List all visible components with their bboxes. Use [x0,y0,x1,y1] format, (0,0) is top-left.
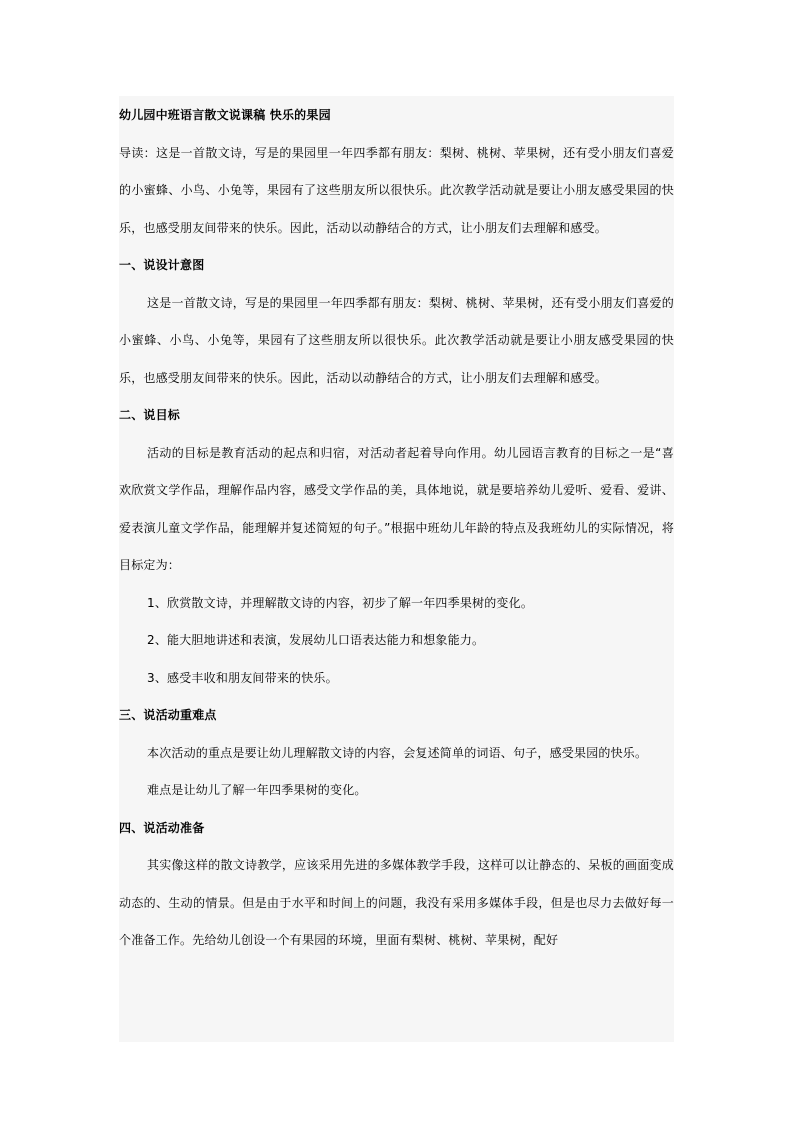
section-heading-preparation: 四、说活动准备 [119,820,205,835]
goals-paragraph: 活动的目标是教育活动的起点和归宿，对活动者起着导向作用。幼儿园语言教育的目标之一是“喜欢欣赏文学作品，理解作品内容，感受文学作品的美，具体地说，就是要培养幼儿爱听、爱看、爱讲、爱表演儿童文学作品，能理解并复述简短的句子。”根据中班幼儿年龄的特点及我班幼儿的实际情况，将目标定为： [119,445,674,572]
section-heading-design-intent: 一、说设计意图 [119,258,205,272]
preparation-paragraph: 其实像这样的散文诗教学，应该采用先进的多媒体教学手段，这样可以让静态的、呆板的画面变成动态的、生动的情景。但是由于水平和时间上的问题，我没有采用多媒体手段，但是也尽力去做好每一个准备工作。先给幼儿创设一个有果园的环境，里面有梨树、桃树、苹果树，配好 [119,858,674,947]
goal-item-3: 3、感受丰收和朋友间带来的快乐。 [147,670,338,685]
intro-paragraph: 导读：这是一首散文诗，写是的果园里一年四季都有朋友：梨树、桃树、苹果树，还有受小朋友们喜爱的小蜜蜂、小鸟、小兔等，果园有了这些朋友所以很快乐。此次教学活动就是要让小朋友感受果园的快乐，也感受朋友间带来的快乐。因此，活动以动静结合的方式，让小朋友们去理解和感受。 [119,145,674,235]
goal-item-1: 1、欣赏散文诗，并理解散文诗的内容，初步了解一年四季果树的变化。 [147,595,534,610]
design-intent-paragraph: 这是一首散文诗，写是的果园里一年四季都有朋友：梨树、桃树、苹果树，还有受小朋友们喜爱的小蜜蜂、小鸟、小兔等，果园有了这些朋友所以很快乐。此次教学活动就是要让小朋友感受果园的快乐，也感受朋友间带来的快乐。因此，活动以动静结合的方式，让小朋友们去理解和感受。 [119,295,674,385]
document-title: 幼儿园中班语言散文说课稿 快乐的果园 [119,108,331,122]
section-heading-key-points: 三、说活动重难点 [119,708,217,722]
goal-item-2: 2、能大胆地讲述和表演，发展幼儿口语表达能力和想象能力。 [147,633,485,647]
document-content [119,96,674,960]
section-heading-goals: 二、说目标 [119,408,181,422]
key-points-paragraph: 本次活动的重点是要让幼儿理解散文诗的内容，会复述简单的词语、句子，感受果园的快乐。 [147,745,648,760]
difficult-points-paragraph: 难点是让幼儿了解一年四季果树的变化。 [147,783,367,797]
